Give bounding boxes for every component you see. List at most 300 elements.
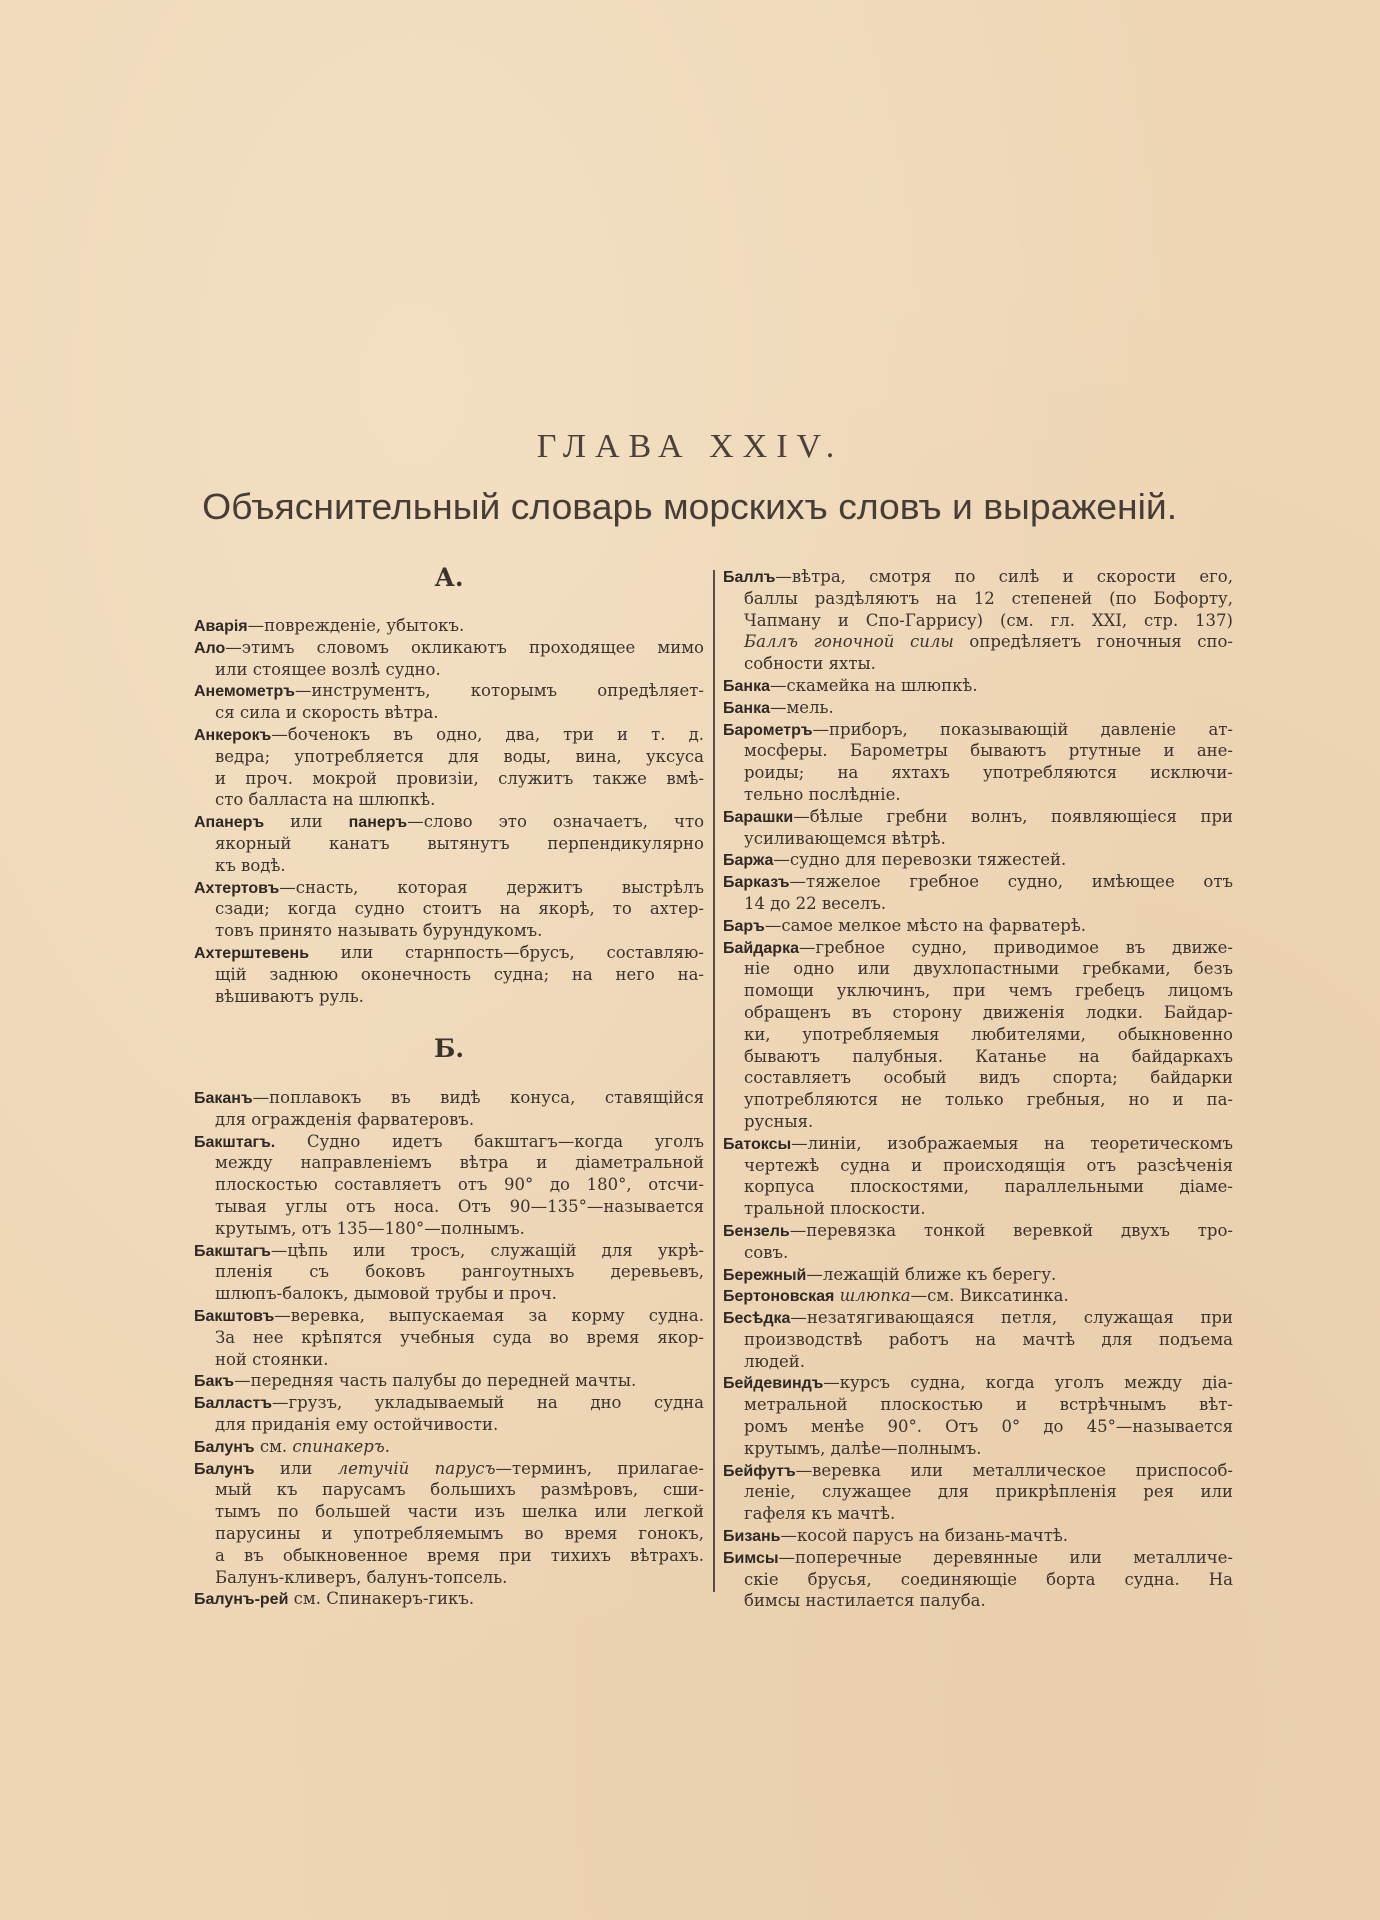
entry-text: или стоящее возлѣ судно. [215,659,441,679]
entry-line-text [744,1002,1233,1024]
dictionary-entry [194,877,704,942]
entry-line [194,1479,704,1501]
dictionary-entry [723,719,1233,806]
entry-line [723,871,1233,893]
entry-term: Балунъ-рей [194,1591,289,1609]
entry-line-text [723,1547,1233,1570]
entry-line-text [215,1545,704,1567]
entry-line [194,1588,704,1610]
dictionary-entry [194,1131,704,1240]
entry-line-text [215,1196,704,1218]
entry-text: людей. [744,1351,806,1371]
entry-text: —гребное судно, приводимое въ движе- [798,937,1233,957]
entry-text: см. [254,1436,293,1456]
dictionary-entry [723,697,1233,719]
entry-line-text [723,1307,1233,1330]
entry-line-text [194,1131,704,1154]
entry-line-text [723,1372,1233,1395]
entry-line [194,1545,704,1567]
entry-line-text [744,1111,813,1133]
entry-text: леніе, служащее для прикрѣпленія рея или [744,1482,1233,1502]
entry-line-text [215,1152,704,1174]
entry-line [194,1501,704,1523]
entry-term: Бимсы [723,1549,779,1567]
entry-line [194,789,704,811]
entry-line [194,877,704,899]
entry-line [723,958,1233,980]
entry-term: Барашки [723,808,794,826]
entry-line [723,1220,1233,1242]
entry-text: употребляются не только гребныя, но и па- [744,1090,1233,1110]
entry-line [194,1218,704,1240]
dictionary-entry [194,1087,704,1131]
entry-text: вѣшиваютъ руль. [215,986,364,1006]
entry-line [194,615,704,637]
entry-term: Бейдевиндъ [723,1375,824,1393]
entry-text: или [264,812,349,832]
entry-line [723,915,1233,937]
entry-line [194,1392,704,1414]
entry-line [194,724,704,746]
entry-line [194,637,704,659]
entry-line [723,784,1233,806]
entry-text: а въ обыкновенное время при тихихъ вѣтрахъ. [215,1545,704,1565]
entry-term: Балунъ [194,1438,255,1456]
entry-line [194,1349,704,1371]
entry-line [723,1198,1233,1220]
entry-term: Баржа [723,852,774,870]
entry-text: —поплавокъ въ видѣ конуса, ставящійся [252,1088,704,1107]
entry-text: —бѣлые гребни волнъ, появляющіеся при [793,806,1233,826]
entry-text: къ водѣ. [215,855,286,875]
entry-line-text [744,1242,788,1264]
entry-line [194,1305,704,1327]
entry-line-text [744,1155,1233,1177]
entry-text: опредѣляетъ гоночныя спо- [953,632,1234,652]
entry-line [723,1438,1233,1460]
entry-line [194,1261,704,1283]
entry-term: Бейфутъ [723,1462,796,1480]
entry-line-text [744,740,1233,762]
entry-line-text [723,1133,1233,1156]
entry-italic-text: шлюпка [839,1286,911,1306]
entry-line [723,1329,1233,1351]
entry-term: Апанеръ [194,814,265,832]
entry-line [723,1351,1233,1373]
entry-text: роиды; на яхтахъ употребляются исключи- [744,763,1233,783]
entry-text: щій заднюю оконечность судна; на него на- [215,964,704,984]
entry-text: —тяжелое гребное судно, имѣющее отъ [789,872,1233,892]
entry-text: см. Спинакеръ-гикъ. [288,1589,475,1609]
entry-line [723,1569,1233,1591]
entry-text: —незатягивающаяся петля, служащая при [790,1308,1233,1328]
entry-line [723,740,1233,762]
entry-term: Ало [194,639,226,657]
entry-line-text [723,1285,1069,1308]
entry-line [723,1285,1233,1307]
entry-text: сто балласта на шлюпкѣ. [215,790,436,810]
dictionary-entry [194,1458,704,1589]
entry-line [723,828,1233,850]
entry-term: Бесѣдка [723,1310,791,1328]
entry-text: для огражденія фарватеровъ. [215,1109,475,1129]
entry-line-text [194,1370,636,1393]
entry-text: —судно для перевозки тяжестей. [773,850,1067,870]
entry-line-text [744,958,1233,980]
entry-text: крутымъ, отъ 135—180°—полнымъ. [215,1218,525,1238]
entry-text: для приданія ему остойчивости. [215,1414,499,1434]
entry-term: панеръ [348,814,408,832]
entry-line-text [744,980,1233,1002]
entry-line [194,1414,704,1436]
entry-line-text [215,659,441,681]
entry-line-text [744,1024,1233,1046]
entry-text: —терминъ, прилагае- [495,1458,704,1478]
entry-text: или старнпость—брусъ, составляю- [309,942,704,962]
dictionary-entry [194,1370,704,1392]
entry-text: Судно идетъ бакштагъ—когда уголъ [275,1131,704,1151]
entry-line-text [194,1588,474,1611]
dictionary-entry [194,680,704,724]
dictionary-entry [723,1460,1233,1525]
entry-line-text [723,1264,1056,1287]
entry-line-text [215,746,704,768]
entry-line-text [215,833,704,855]
entry-line-text [194,637,704,660]
chapter-subtitle-text: Объяснительный словарь морскихъ словъ и выраженій. [202,486,1178,527]
chapter-subtitle [0,486,1380,528]
entry-line [723,1024,1233,1046]
entry-line [723,610,1233,632]
dictionary-entry [723,806,1233,850]
entry-line [194,1131,704,1153]
entry-line [194,1174,704,1196]
entry-text: —инструментъ, которымъ опредѣляет- [294,681,704,701]
entry-text: гафеля къ мачтѣ. [744,1504,896,1524]
entry-text: метральной плоскостью и встрѣчнымъ вѣт- [744,1395,1233,1415]
entry-line [194,1087,704,1109]
entry-text: —вѣтра, смотря по силѣ и скорости его, [775,567,1233,586]
entry-line [723,697,1233,719]
entry-text: —слово это означаетъ, что [407,812,705,832]
entry-term: Бизань [723,1528,781,1546]
entry-line-text [744,1329,1233,1351]
entry-line [723,762,1233,784]
entry-term: Баръ [723,917,765,935]
entry-line-text [744,1351,805,1373]
entry-line [723,1111,1233,1133]
entry-text: —поврежденіе, убытокъ. [247,616,465,635]
dictionary-entry [194,1305,704,1370]
entry-line-text [215,1567,507,1589]
entry-line [194,1196,704,1218]
dictionary-entry [723,871,1233,915]
entry-line [723,1525,1233,1547]
entry-line-text [744,1438,981,1460]
dictionary-entry [723,566,1233,675]
entry-line-text [194,877,704,900]
entry-line [723,719,1233,741]
entry-text: составляетъ особый видъ спорта; байдарки [744,1068,1233,1088]
entry-line [194,768,704,790]
entry-line-text [215,1109,474,1131]
entry-line-text [215,768,704,790]
entry-text: —перевязка тонкой веревкой двухъ тро- [789,1220,1233,1240]
dictionary-entry [723,1133,1233,1220]
entry-text: —см. Виксатинка. [910,1286,1069,1306]
entry-text: —мель. [769,697,834,717]
entry-line-text [723,1525,1068,1548]
entry-line-text [744,653,876,675]
entry-line [723,1460,1233,1482]
entry-line [723,1067,1233,1089]
entry-text: обращенъ въ сторону движенія лодки. Байдар- [744,1002,1233,1022]
entry-text: якорный канатъ вытянутъ перпендикулярно [215,833,704,853]
dictionary-entry [194,1392,704,1436]
entry-text: —веревка или металлическое приспособ- [795,1460,1233,1480]
entry-term: Байдарка [723,939,799,957]
entry-text: бимсы настилается палуба. [744,1591,986,1611]
entry-line-text [215,1501,704,1523]
entry-line [194,920,704,942]
entry-line [194,1109,704,1131]
entry-line [194,1152,704,1174]
entry-term: Батоксы [723,1135,792,1153]
entry-line-text [215,1327,704,1349]
entry-line-text [723,1460,1233,1483]
entry-term: Балунъ [194,1460,255,1478]
entry-line-text [194,1240,704,1263]
entry-text: —линіи, изображаемыя на теоретическомъ [791,1133,1233,1153]
entry-line [723,806,1233,828]
entry-text: пленія съ боковъ рангоутныхъ деревьевъ, [215,1262,704,1282]
entry-text: крутымъ, далѣе—полнымъ. [744,1438,982,1458]
entry-line [194,659,704,681]
entry-line-text [194,1436,390,1459]
entry-text: тывая углы отъ носа. Отъ 90—135°—называется [215,1196,704,1216]
entry-term: Ахтерштевень [194,944,310,962]
dictionary-entry [723,915,1233,937]
entry-term: Балластъ [194,1395,273,1413]
entry-line [723,1155,1233,1177]
entry-text: —цѣпь или тросъ, служащій для укрѣ- [270,1240,704,1260]
entry-line-text [723,937,1233,960]
entry-line [723,1503,1233,1525]
entry-line-text [215,1414,498,1436]
entry-text: ки, употребляемыя любителями, обыкновенно [744,1024,1233,1044]
entry-term: Барказъ [723,874,790,892]
entry-line-text [215,1283,557,1305]
entry-text: сзади; когда судно стоитъ на якорѣ, то ахтер- [215,899,704,919]
entry-term: Бакъ [194,1373,235,1391]
entry-line-text [215,1523,704,1545]
entry-line-text [215,1218,525,1240]
entry-text: плоскостью составляетъ отъ 90° до 180°, отсчи- [215,1175,704,1195]
dictionary-entry [723,849,1233,871]
section-letter-b: Б. [433,1034,465,1063]
entry-line [723,1547,1233,1569]
entry-line [194,680,704,702]
dictionary-entry [723,937,1233,1133]
dictionary-entry [194,637,704,681]
entry-text: мосферы. Барометры бываютъ ртутные и ане- [744,741,1233,761]
entry-line [723,653,1233,675]
entry-line-text [744,1394,1233,1416]
entry-text: —передняя часть палубы до передней мачты. [234,1371,637,1391]
entry-text: —скамейка на шлюпкѣ. [769,675,978,695]
entry-text: тельно послѣдніе. [744,784,901,804]
entry-line-text [744,1481,1233,1503]
dictionary-entry [723,1547,1233,1612]
entry-italic-text: Баллъ гоночной силы [744,632,954,652]
dictionary-entry [723,1372,1233,1459]
entry-line [723,1481,1233,1503]
entry-text: между направленіемъ вѣтра и діаметральной [215,1153,704,1173]
entry-line [723,1176,1233,1198]
dictionary-entry [194,942,704,1007]
dictionary-entry [194,1240,704,1305]
entry-line-text [744,1067,1233,1089]
entry-line [723,980,1233,1002]
entry-line-text [194,811,704,834]
entry-text: ніе одно или двухлопастными гребками, безъ [744,959,1233,979]
entry-term: Аварія [194,618,248,635]
entry-term: Анемометръ [194,683,295,701]
entry-line-text [194,724,704,747]
entry-text: 14 до 22 веселъ. [744,893,887,913]
entry-line [723,937,1233,959]
dictionary-entry [723,1220,1233,1264]
entry-line [723,1133,1233,1155]
entry-line [194,1458,704,1480]
dictionary-entry [723,675,1233,697]
entry-line [194,1327,704,1349]
entry-term: Барометръ [723,721,813,739]
entry-line [194,964,704,986]
entry-line [723,1307,1233,1329]
entry-line-text [194,1392,704,1415]
entry-text: ведра; употребляется для воды, вина, уксуса [215,746,704,766]
entry-text: —лежащій ближе къ берегу. [806,1264,1057,1284]
entry-line-text [723,915,1086,938]
entry-text: —веревка, выпускаемая за корму судна. [274,1305,704,1325]
entry-term: Бакштагъ. [194,1133,276,1151]
entry-line [723,1394,1233,1416]
entry-line-text [215,920,542,942]
entry-line-text [744,1590,986,1612]
entry-text: ной стоянки. [215,1349,329,1369]
entry-line-text [723,697,834,720]
entry-text: товъ принято называть бурундукомъ. [215,921,543,941]
entry-line-text [215,986,364,1008]
entry-text: и проч. мокрой провизіи, служитъ также вмѣ- [215,768,704,788]
section-letter-a: А. [434,563,464,592]
entry-line [194,1436,704,1458]
entry-text: —приборъ, показывающій давленіе ат- [812,719,1233,739]
entry-text: —курсъ судна, когда уголъ между діа- [823,1373,1233,1393]
entry-line [194,1523,704,1545]
entry-term: Банка [723,699,770,717]
entry-term: Бакштовъ [194,1307,275,1325]
entry-term: Бережный [723,1266,807,1284]
dictionary-entry [723,1285,1233,1307]
entry-line [194,1567,704,1589]
entry-text: —этимъ словомъ окликаютъ проходящее мимо [225,637,704,657]
entry-line-text [744,588,1233,610]
entry-line [723,566,1233,588]
dictionary-entry [194,724,704,811]
entry-line [194,942,704,964]
left-column-section-a [194,615,704,1007]
entry-line-text [744,1569,1233,1591]
entry-line [723,1372,1233,1394]
entry-text: усиливающемся вѣтрѣ. [744,828,946,848]
entry-line-text [215,855,286,877]
entry-text: —снасть, которая держитъ выстрѣлъ [279,877,704,897]
entry-line-text [744,1046,1233,1068]
entry-term: Анкерокъ [194,726,272,744]
entry-text: чертежѣ судна и происходящія отъ разсѣченія [744,1155,1233,1175]
entry-line [194,702,704,724]
left-column-section-b [194,1087,704,1610]
entry-line-text [744,1089,1233,1111]
entry-line-text [215,1261,704,1283]
entry-line-text [194,1305,704,1328]
entry-text: собности яхты. [744,654,876,674]
dictionary-entry [194,1436,704,1458]
entry-line [194,898,704,920]
entry-line [723,1089,1233,1111]
entry-text: Балунъ-кливеръ, балунъ-топсель. [215,1567,508,1587]
entry-text: —боченокъ въ одно, два, три и т. д. [271,724,704,744]
entry-line [723,1264,1233,1286]
entry-line-text [215,1174,704,1196]
entry-line-text [744,1198,926,1220]
entry-line-text [744,1503,895,1525]
entry-line-text [744,610,1233,632]
entry-text: тральной плоскости. [744,1199,926,1219]
entry-text: баллы раздѣляютъ на 12 степеней (по Бофорту, [744,588,1233,608]
entry-line-text [723,675,978,698]
chapter-title: ГЛАВА XXIV. [536,428,844,465]
entry-line-text [744,762,1233,784]
entry-text: бываютъ палубныя. Катанье на байдаркахъ [744,1046,1233,1066]
entry-line-text [215,1479,704,1501]
entry-line-text [723,871,1233,894]
entry-line [723,588,1233,610]
entry-text: мый къ парусамъ большихъ размѣровъ, сши- [215,1480,704,1500]
entry-text: корпуса плоскостями, параллельными діаме- [744,1177,1233,1197]
entry-line [723,1590,1233,1612]
dictionary-entry [194,1588,704,1610]
entry-line [723,1416,1233,1438]
entry-term: Бензель [723,1222,790,1240]
entry-text: совъ. [744,1242,789,1262]
entry-term: Ахтертовъ [194,879,280,897]
right-column [723,566,1233,1612]
dictionary-entry [723,1525,1233,1547]
entry-text: тымъ по большей части изъ шелка или легкой [215,1502,704,1522]
entry-text: парусины и употребляемымъ во время гонокъ, [215,1523,704,1543]
entry-term: Бакштагъ [194,1242,271,1260]
entry-text: помощи уключинъ, при чемъ гребецъ лицомъ [744,981,1233,1001]
entry-line-text [744,784,901,806]
entry-text: —грузъ, укладываемый на дно судна [272,1393,704,1413]
entry-line-text [194,1087,704,1110]
entry-term: Баллъ [723,569,776,586]
entry-line-text [215,702,439,724]
entry-line-text [194,680,704,703]
